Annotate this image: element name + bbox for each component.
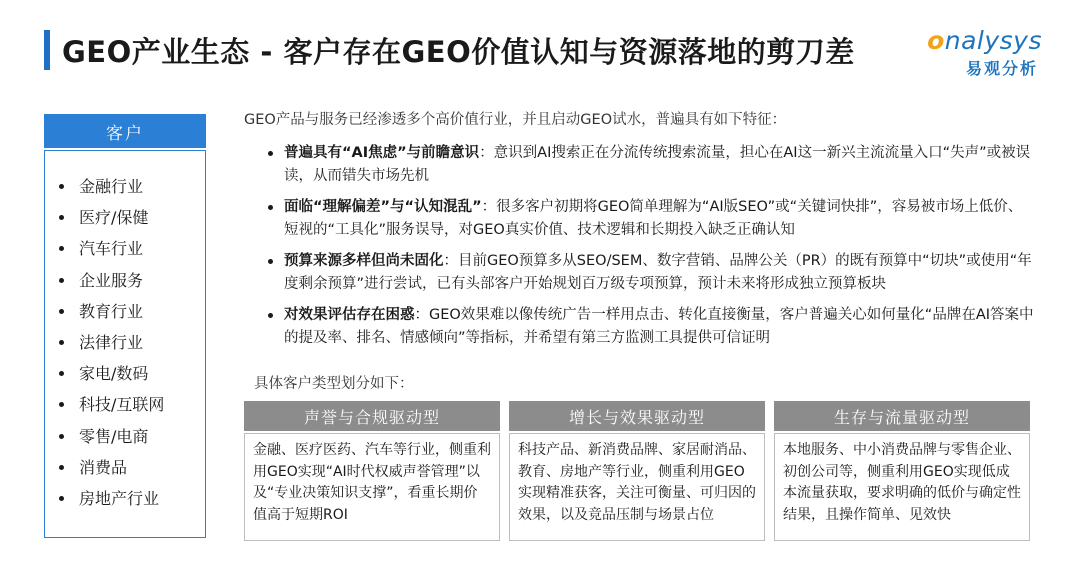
customer-panel-header: 客户 [44,114,206,148]
feature-heading: 面临“理解偏差”与“认知混乱” [284,199,482,215]
bullet-icon [59,184,64,189]
feature-list [284,142,1036,358]
bullet-icon [59,402,64,407]
customer-industry-list [59,171,164,514]
logo-wordmark: onalysys [927,26,1042,55]
customer-type-description: 科技产品、新消费品牌、家居耐消品、教育、房地产等行业，侧重利用GEO实现精准获客，关注可衡量、可归因的效果，以及竞品压制与场景占位 [509,433,765,541]
feature-heading: 预算来源多样但尚未固化 [284,253,444,269]
feature-heading: 对效果评估存在困惑 [284,307,415,323]
customer-type-card [774,401,1030,541]
feature-text: ：很多客户初期将GEO简单理解为“AI版SEO”或“关键词快排”，容易被市场上低价、短视的“工具化”服务误导，对GEO真实价值、技术逻辑和长期投入缺乏正确认知 [284,199,1023,238]
industry-item: 金融行业 [59,171,164,202]
customer-type-description: 金融、医疗医药、汽车等行业，侧重利用GEO实现“AI时代权威声誉管理”以及“专业决策知识支撑”，看重长期价值高于短期ROI [244,433,500,541]
industry-item: 医疗/保健 [59,202,164,233]
bullet-icon [59,496,64,501]
feature-item [284,250,1036,295]
customer-type-title: 生存与流量驱动型 [774,401,1030,431]
feature-text: ：GEO效果难以像传统广告一样用点击、转化直接衡量，客户普遍关心如何量化“品牌在AI答案中的提及率、排名、情感倾向”等指标，并希望有第三方监测工具提供可信证明 [284,307,1034,346]
intro-text: GEO产品与服务已经渗透多个高价值行业，并且启动GEO试水，普遍具有如下特征： [244,112,787,128]
feature-item [284,304,1036,349]
industry-item: 法律行业 [59,327,164,358]
customer-type-title: 声誉与合规驱动型 [244,401,500,431]
bullet-icon [268,259,273,264]
industry-item: 汽车行业 [59,233,164,264]
customer-type-card [509,401,765,541]
industry-item: 家电/数码 [59,358,164,389]
customer-type-description: 本地服务、中小消费品牌与零售企业、初创公司等，侧重利用GEO实现低成本流量获取，要求明确的低价与确定性结果，且操作简单、见效快 [774,433,1030,541]
logo-chinese-name: 易观分析 [965,59,1038,78]
feature-text: ：意识到AI搜索正在分流传统搜索流量，担心在AI这一新兴主流流量入口“失声”或被误读，从而错失市场先机 [284,145,1031,184]
feature-text: ：目前GEO预算多从SEO/SEM、数字营销、品牌公关（PR）的既有预算中“切块”或使用“年度剩余预算”进行尝试，已有头部客户开始规划百万级专项预算，预计未来将形成独立预算板块 [284,253,1032,292]
feature-item [284,142,1036,187]
bullet-icon [59,215,64,220]
bullet-icon [59,309,64,314]
bullet-icon [59,278,64,283]
analysys-logo [912,26,1042,82]
industry-item: 教育行业 [59,296,164,327]
feature-item [284,196,1036,241]
customer-type-card [244,401,500,541]
bullet-icon [59,434,64,439]
industry-item: 房地产行业 [59,483,164,514]
title-accent-bar [44,30,50,70]
industry-item: 企业服务 [59,265,164,296]
customer-type-grid [244,401,1030,541]
bullet-icon [59,246,64,251]
bullet-icon [268,313,273,318]
bullet-icon [59,371,64,376]
industry-item: 零售/电商 [59,421,164,452]
industry-item: 消费品 [59,452,164,483]
industry-item: 科技/互联网 [59,389,164,420]
bullet-icon [59,465,64,470]
customer-type-title: 增长与效果驱动型 [509,401,765,431]
customer-industry-panel [44,150,206,538]
customer-types-subheading: 具体客户类型划分如下： [254,376,414,392]
bullet-icon [268,205,273,210]
bullet-icon [268,151,273,156]
bullet-icon [59,340,64,345]
page-title: GEO产业生态 - 客户存在GEO价值认知与资源落地的剪刀差 [62,34,855,69]
feature-heading: 普遍具有“AI焦虑”与前瞻意识 [284,145,480,161]
page-header [44,30,855,70]
